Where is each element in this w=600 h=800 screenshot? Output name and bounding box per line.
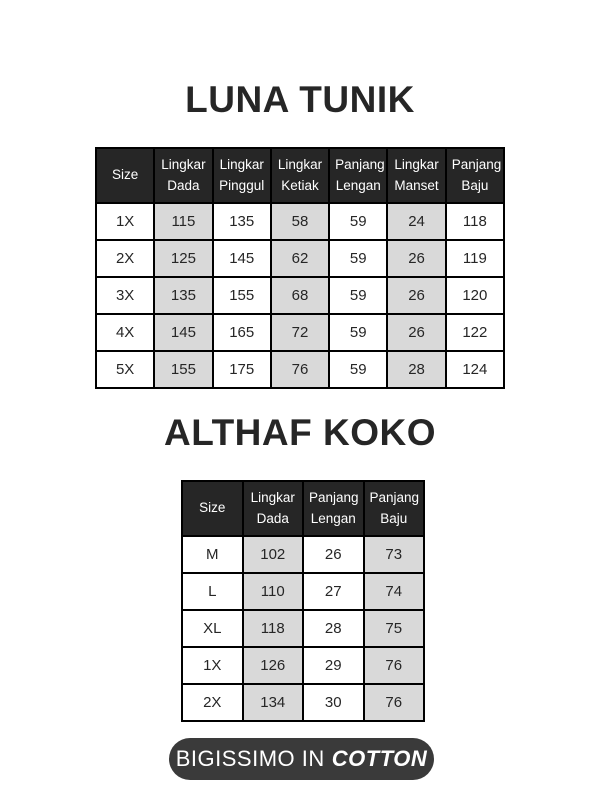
measurement-cell: 26 xyxy=(387,314,445,351)
size-cell: XL xyxy=(182,610,243,647)
measurement-cell: 59 xyxy=(329,240,387,277)
measurement-cell: 135 xyxy=(213,203,271,240)
measurement-cell: 68 xyxy=(271,277,329,314)
table-row xyxy=(182,684,424,721)
measurement-cell: 72 xyxy=(271,314,329,351)
measurement-cell: 134 xyxy=(243,684,304,721)
table-row xyxy=(96,277,504,314)
measurement-cell: 175 xyxy=(213,351,271,388)
column-header: Lingkar Dada xyxy=(243,481,304,536)
column-header: Lingkar Ketiak xyxy=(271,148,329,203)
measurement-cell: 76 xyxy=(364,684,425,721)
althaf-koko-title: ALTHAF KOKO xyxy=(164,412,436,453)
size-cell: 5X xyxy=(96,351,154,388)
measurement-cell: 29 xyxy=(303,647,364,684)
measurement-cell: 118 xyxy=(243,610,304,647)
size-cell: 3X xyxy=(96,277,154,314)
size-cell: 1X xyxy=(96,203,154,240)
measurement-cell: 26 xyxy=(303,536,364,573)
measurement-cell: 125 xyxy=(154,240,212,277)
measurement-cell: 62 xyxy=(271,240,329,277)
measurement-cell: 28 xyxy=(303,610,364,647)
table-row xyxy=(96,314,504,351)
luna-tunik-title: LUNA TUNIK xyxy=(185,79,415,120)
column-header: Panjang Baju xyxy=(364,481,425,536)
table-row xyxy=(182,647,424,684)
measurement-cell: 145 xyxy=(213,240,271,277)
measurement-cell: 102 xyxy=(243,536,304,573)
measurement-cell: 120 xyxy=(446,277,504,314)
column-header: Panjang Lengan xyxy=(303,481,364,536)
table-row xyxy=(96,240,504,277)
measurement-cell: 119 xyxy=(446,240,504,277)
table-row xyxy=(182,610,424,647)
table-row xyxy=(182,573,424,610)
size-cell: L xyxy=(182,573,243,610)
column-header: Size xyxy=(182,481,243,536)
measurement-cell: 126 xyxy=(243,647,304,684)
measurement-cell: 26 xyxy=(387,277,445,314)
brand-badge xyxy=(169,738,434,780)
measurement-cell: 76 xyxy=(364,647,425,684)
column-header: Lingkar Pinggul xyxy=(213,148,271,203)
size-cell: 2X xyxy=(96,240,154,277)
measurement-cell: 27 xyxy=(303,573,364,610)
measurement-cell: 73 xyxy=(364,536,425,573)
measurement-cell: 59 xyxy=(329,314,387,351)
size-cell: 1X xyxy=(182,647,243,684)
althaf-koko-size-table xyxy=(181,480,425,722)
measurement-cell: 110 xyxy=(243,573,304,610)
measurement-cell: 26 xyxy=(387,240,445,277)
header-row xyxy=(96,148,504,203)
column-header: Lingkar Dada xyxy=(154,148,212,203)
size-cell: 4X xyxy=(96,314,154,351)
measurement-cell: 165 xyxy=(213,314,271,351)
measurement-cell: 124 xyxy=(446,351,504,388)
table-row xyxy=(96,351,504,388)
column-header: Lingkar Manset xyxy=(387,148,445,203)
measurement-cell: 59 xyxy=(329,351,387,388)
measurement-cell: 76 xyxy=(271,351,329,388)
size-cell: 2X xyxy=(182,684,243,721)
measurement-cell: 155 xyxy=(154,351,212,388)
brand-badge-emphasis: COTTON xyxy=(331,746,428,771)
table-row xyxy=(96,203,504,240)
column-header: Size xyxy=(96,148,154,203)
measurement-cell: 155 xyxy=(213,277,271,314)
measurement-cell: 135 xyxy=(154,277,212,314)
measurement-cell: 28 xyxy=(387,351,445,388)
luna-tunik-size-table xyxy=(95,147,505,389)
brand-badge-prefix: BIGISSIMO IN xyxy=(175,746,325,771)
measurement-cell: 74 xyxy=(364,573,425,610)
measurement-cell: 75 xyxy=(364,610,425,647)
measurement-cell: 59 xyxy=(329,203,387,240)
measurement-cell: 122 xyxy=(446,314,504,351)
measurement-cell: 118 xyxy=(446,203,504,240)
header-row xyxy=(182,481,424,536)
measurement-cell: 115 xyxy=(154,203,212,240)
measurement-cell: 145 xyxy=(154,314,212,351)
measurement-cell: 58 xyxy=(271,203,329,240)
measurement-cell: 30 xyxy=(303,684,364,721)
measurement-cell: 24 xyxy=(387,203,445,240)
size-cell: M xyxy=(182,536,243,573)
column-header: Panjang Lengan xyxy=(329,148,387,203)
column-header: Panjang Baju xyxy=(446,148,504,203)
measurement-cell: 59 xyxy=(329,277,387,314)
table-row xyxy=(182,536,424,573)
